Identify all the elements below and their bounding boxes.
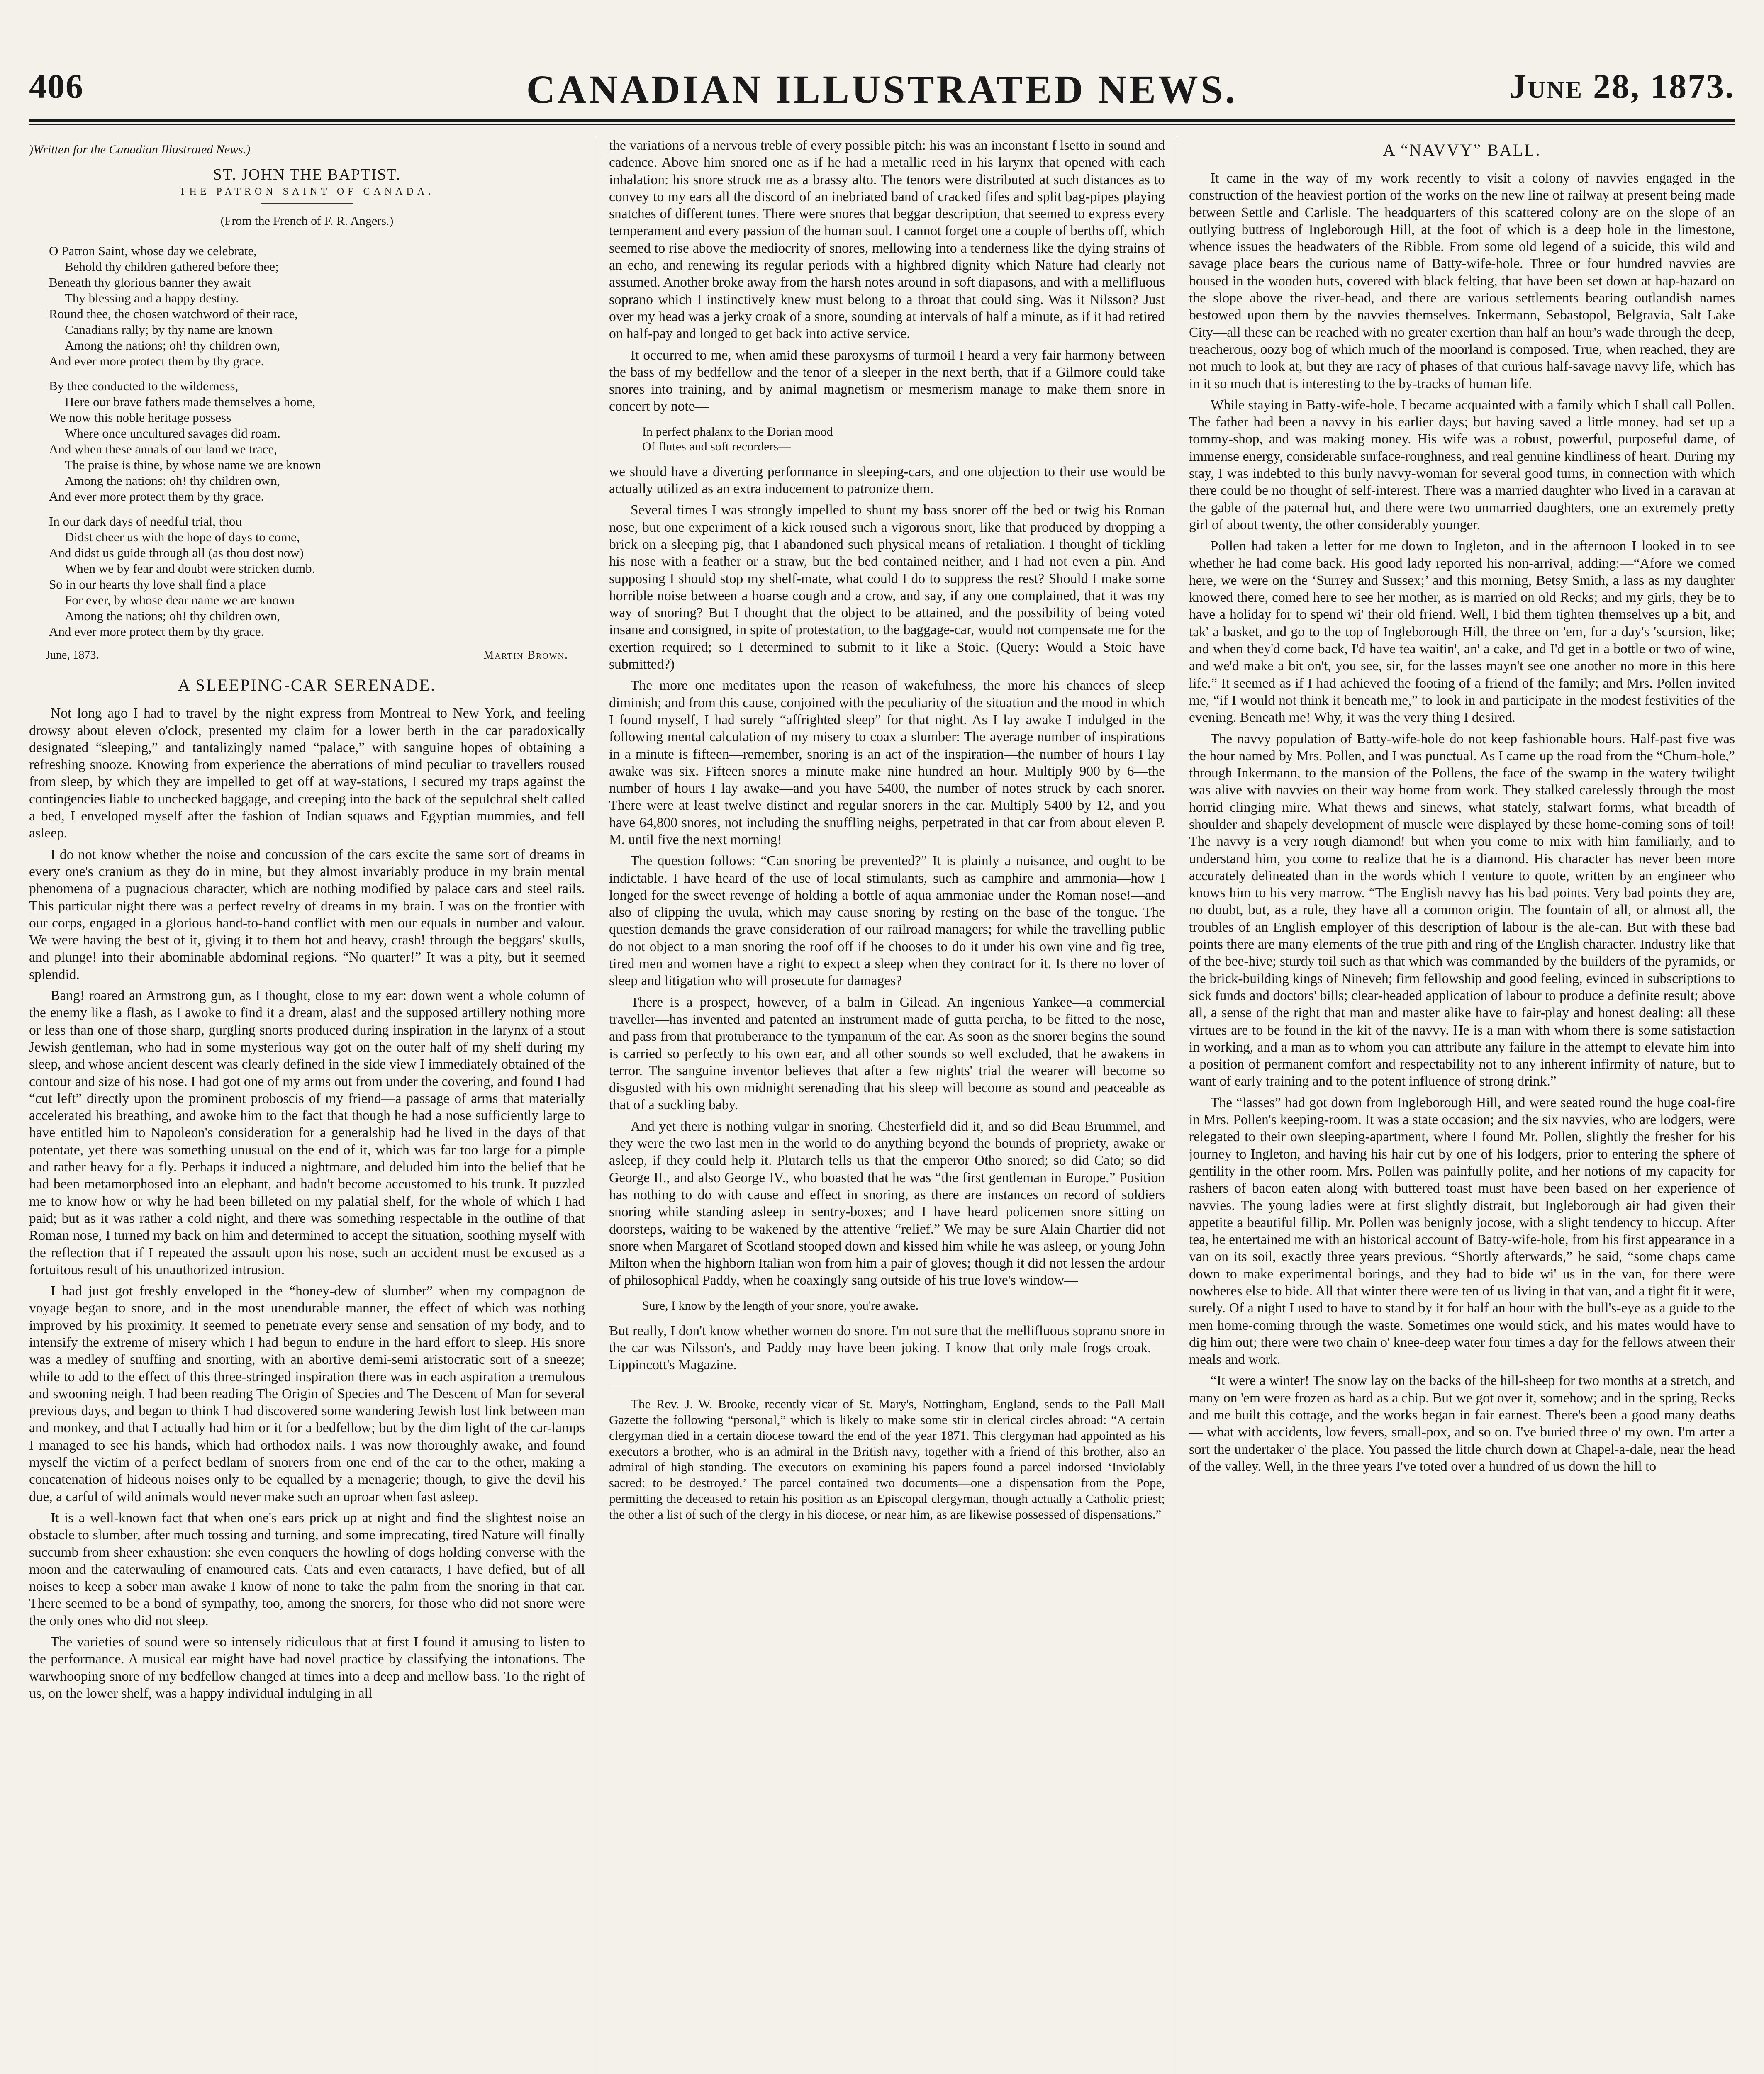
poem-line: Beneath thy glorious banner they await xyxy=(49,275,251,290)
poem-date: June, 1873. xyxy=(46,649,99,662)
poem-line: And ever more protect them by thy grace. xyxy=(49,624,264,639)
poem-stanza xyxy=(49,378,585,504)
article-paragraph: There is a prospect, however, of a balm in Gilead. An ingenious Yankee—a commercial traveller—has invented and patented an instrument made of gutta percha, to be fitted to the nose, and pass from that protuberance to the tympanum of the ear. As soon as the snorer begins the sound is carried so perfectly to his own ear, and all other sounds so well excluded, that he awakens in terror. The sanguine inventor believes that after a few nights' trial the wearer will become so disgusted with his own midnight serenading that his sleep will become as sound and peaceable as that of a suckling baby. xyxy=(609,994,1165,1113)
article-paragraph: It is a well-known fact that when one's ears prick up at night and find the slightest noise an obstacle to slumber, after much tossing and turning, and some imprecating, tired Nature will finally succumb from sheer exhaustion: she even conquers the howling of dogs holding converse with the moon and the caterwauling of enamoured cats. Cats and even cataracts, I have defied, but of all noises to keep a sober man awake I know of none to take the palm from the snoring in that car. There seemed to be a bond of sympathy, too, among the snorers, for those who did not snore were the only ones who did not sleep. xyxy=(29,1510,585,1629)
masthead-rule-thin xyxy=(29,124,1735,125)
poem-credit: )Written for the Canadian Illustrated News.) xyxy=(29,143,251,156)
poem-line: We now this noble heritage possess— xyxy=(49,410,244,425)
article-heading-serenade: A SLEEPING-CAR SERENADE. xyxy=(178,676,436,695)
article-paragraph: the variations of a nervous treble of every possible pitch: his was an inconstant f lsetto in sound and cadence. Above him snored one as if he had a metallic reed in his larynx that opened with each inhalation: his snore struck me as a brassy alto. The tenors were distributed at such distances as to convey to my ears all the discord of an inebriated band of cracked fifes and split bag-pipes playing snatches of different tunes. There were snores that beggar description, that seemed to express every temperament and every passion of the human soul. I cannot forget one a couple of berths off, which seemed to rise above the mediocrity of snores, mellowing into a tenderness like the dying strains of an echo, and renewing its regular periods with a highbred dignity which Nature had clearly not assumed. Another broke away from the harsh notes around in soft diapasons, and with a mellifluous soprano which I instinctively knew must belong to a throat that could sing. Was it Nilsson? Just over my head was a jerky croak of a snore, sounding at intervals of half a minute, as if it had retired on half-pay and longed to get back into active service. xyxy=(609,138,1165,342)
article-heading-navvy: A “NAVVY” BALL. xyxy=(1383,141,1541,159)
issue-date: June 28, 1873. xyxy=(1509,67,1735,106)
article-paragraph: It occurred to me, when amid these paroxysms of turmoil I heard a very fair harmony between the bass of my bedfellow and the tenor of a sleeper in the next berth, that if a Gilmore could take snores into training, and by animal magnetism or mesmerism manage to make them snore in concert by note— xyxy=(609,347,1165,414)
poem-line: Among the nations: oh! thy children own, xyxy=(65,473,280,488)
article-paragraph: The varieties of sound were so intensely ridiculous that at first I found it amusing to listen to the performance. A musical ear might have had novel practice by classifying the intonations. The warwhooping snore of my bedfellow changed at times into a deep and mellow bass. To the right of us, on the lower shelf, was a happy individual indulging in all xyxy=(29,1634,585,1701)
article-paragraph: we should have a diverting performance in sleeping-cars, and one objection to their use would be actually utilized as an extra inducement to patronize them. xyxy=(609,464,1165,497)
poem-footer xyxy=(29,649,585,662)
poem-line: In our dark days of needful trial, thou xyxy=(49,514,242,529)
poem-line: Where once uncultured savages did roam. xyxy=(65,426,280,441)
poem-line: So in our hearts thy love shall find a place xyxy=(49,577,266,592)
poem-line: And when these annals of our land we trace, xyxy=(49,442,278,457)
poem-line: Thy blessing and a happy destiny. xyxy=(65,291,239,306)
verse-line: Of flutes and soft recorders— xyxy=(642,439,791,453)
poem-stanza xyxy=(49,514,585,640)
article-paragraph: The “lasses” had got down from Ingleborough Hill, and were seated round the huge coal-fire in Mrs. Pollen's keeping-room. It was a state occasion; and the six navvies, who are lodgers, were relegated to their own sleeping-apartment, where I found Mr. Pollen, slightly the fresher for his journey to Ingleton, and having his hair cut by one of his lodgers, prior to entering the sphere of gentility in the other room. Mrs. Pollen was painfully polite, and her notions of my capacity for rashers of bacon eaten along with buttered toast must have been based on her experience of navvies. The young ladies were at first slightly distrait, but Ingleborough air had given their appetite a beautiful fillip. Mr. Pollen was benignly jocose, with a slight tendency to hiccup. After tea, he entertained me with an historical account of Batty-wife-hole, from his first appearance in a van on its soil, exactly three years previous. “Shortly afterwards,” he said, “some chaps came down to make experimental borings, and they had to bide wi' us in the van, for there were nowheres else to bide. All that winter there were ten of us living in that van, and a tight fit it were, surely. Of a night I used to have to stand by it for half an hour with the bull's-eye as a guide to the men home-coming through the waste. Sometimes one would stick, and his mates would have to dig him out; there were two chain o' knee-deep water four times a day for the fellows atween their meals and work. xyxy=(1189,1095,1735,1368)
verse-quote xyxy=(642,424,1165,454)
masthead xyxy=(29,66,1735,112)
poem-line: For ever, by whose dear name we are known xyxy=(65,593,295,608)
poem-line: And ever more protect them by thy grace. xyxy=(49,354,264,369)
poem-line: Round thee, the chosen watchword of their race, xyxy=(49,307,298,321)
poem-line: O Patron Saint, whose day we celebrate, xyxy=(49,243,257,258)
poem-subtitle: THE PATRON SAINT OF CANADA. xyxy=(179,186,435,197)
divider-rule xyxy=(261,203,353,204)
brooke-note xyxy=(609,1396,1165,1522)
article-paragraph: It came in the way of my work recently to visit a colony of navvies engaged in the construction of the heaviest portion of the works on the new line of railway at present being made between Settle and Carlisle. The headquarters of this scattered colony are on the slope of an outlying buttress of Ingleborough Hill, at the foot of which is a deep hole in the limestone, whence issues the headwaters of the Ribble. From some old legend of a suicide, this wild and savage place bears the curious name of Batty-wife-hole. Three or four hundred navvies are housed in the wooden huts, covered with black felting, that have been set down at hap-hazard on the slope above the river-head, and there are various settlements bearing outlandish names bestowed upon them by the navvies themselves. Inkermann, Sebastopol, Belgravia, Salt Lake City—all these can be reached with no greater exertion than half an hour's wade through the deep, treacherous, oozy bog of which much of the moorland is composed. True, when reached, they are not much to look at, but they are racy of phases of that curious half-savage navvy life, which has in it so much that is interesting to the by-tracks of human life. xyxy=(1189,170,1735,392)
poem xyxy=(29,141,585,662)
verse-line: In perfect phalanx to the Dorian mood xyxy=(642,424,833,438)
poem-line: When we by fear and doubt were stricken dumb. xyxy=(65,561,315,576)
poem-line: Among the nations; oh! thy children own, xyxy=(65,338,280,353)
article-paragraph: Bang! roared an Armstrong gun, as I thought, close to my ear: down went a whole column of the enemy like a flash, as I awoke to find it a dream, alas! and the supposed artillery nothing more or less than one of those sharp, gurgling snorts produced during inspiration in the larynx of a stout Jewish gentleman, who had in some mysterious way got on the outer half of my shelf during my sleep, and whose ancient descent was clearly defined in the side view I immediately obtained of the contour and size of his nose. I had got one of my arms out from under the covering, and found I had “cut left” directly upon the prominent proboscis of my friend—a passage of arms that materially accelerated his breathing, and awoke him to the fact that though he had a nose sufficiently large to have entitled him to Napoleon's consideration for a generalship had he lived in the days of that potentate, yet there was something unusual on the end of it, which was far too large for a pimple and rather heavy for a fly. Perhaps it induced a nightmare, and deluded him into the belief that he had been metamorphosed into an elephant, and hadn't become accustomed to his trunk. It puzzled me to know how or why he had been billeted on my palatial shelf, for the whole of which I had paid; but as it was rather a cold night, and there was something respectable in the outline of that Roman nose, I turned my back on him and determined to accept the situation, soothing myself with the reflection that if I repeated the assault upon his nose, such an accident must be excused as a fortuitous result of his unauthorized intrusion. xyxy=(29,988,585,1278)
poem-line: Canadians rally; by thy name are known xyxy=(65,322,273,337)
article-paragraph: But really, I don't know whether women do snore. I'm not sure that the mellifluous soprano snore in the car was Nilsson's, and Paddy may have been joking. I know that only male frogs croak.—Lippincott's Magazine. xyxy=(609,1323,1165,1373)
column-2 xyxy=(609,137,1165,2074)
poem-line: And didst us guide through all (as thou dost now) xyxy=(49,545,304,560)
masthead-rule xyxy=(29,119,1735,122)
article-paragraph: Several times I was strongly impelled to shunt my bass snorer off the bed or twig his Roman nose, but one experiment of a kick roused such a vigorous snort, like that produced by dropping a brick on a sleeping pig, that I abandoned such physical means of retaliation. I thought of tickling his nose with a feather or a straw, but the bed contained neither, and I had not even a pin. And supposing I should stop my shelf-mate, what could I do to suppress the rest? Should I make some horrible noise between a hoarse cough and a crow, and say, if any one complained, that it was my way of snoring? But I thought that the object to be attained, and the possibility of being voted insane and consigned, in spite of protestation, to the baggage-car, would not compensate me for the exertion required; so I determined to submit to it like a Stoic. (Query: Would a Stoic have submitted?) xyxy=(609,502,1165,672)
column-1 xyxy=(29,137,585,2074)
article-paragraph: The more one meditates upon the reason of wakefulness, the more his chances of sleep diminish; and from this cause, conjoined with the peculiarity of the situation and the mood in which I found myself, I had surely “affrighted sleep” for that night. As I lay awake I indulged in the following mental calculation of my misery to coax a slumber: The average number of inspirations in a minute is fifteen—remember, snoring is an act of the inspiration—the number of hours I lay awake was six. Fifteen snores a minute make nine hundred an hour. Multiply 900 by 6—the number of hours I lay awake—and you have 5400, the number of notes struck by each snorer. There were at least twelve distinct and regular snorers in the car. Multiply 5400 by 12, and you have 64,800 snores, not including the snuffling neighs, perpetrated in that car from about eleven P. M. until five the next morning! xyxy=(609,678,1165,847)
poem-line: Here our brave fathers made themselves a home, xyxy=(65,394,316,409)
page-number: 406 xyxy=(29,67,84,106)
article-paragraph: Not long ago I had to travel by the night express from Montreal to New York, and feeling drowsy about eleven o'clock, presented my claim for a lower berth in the car paradoxically designated “sleeping,” and tantalizingly named “palace,” with sanguine hopes of obtaining a refreshing snooze. Knowing from experience the aberrations of mind peculiar to travellers roused from sleep, by which they are impelled to get off at way-stations, I secured my traps against the contingencies liable to unchecked baggage, and creeping into the back of the sepulchral shelf called a bed, I enveloped myself after the fashion of Indian squaws and Egyptian mummies, and fell asleep. xyxy=(29,706,585,841)
article-paragraph: I had just got freshly enveloped in the “honey-dew of slumber” when my compagnon de voyage began to snore, and in the most unendurable manner, the effect of which was nothing improved by his proximity. It seemed to penetrate every sense and sensation of my body, and to intensify the extreme of misery which I had begun to endure in the hard effort to sleep. His snore was a medley of snuffing and snorting, with an abortive demi-semi aristocratic sort of a sneeze; while to add to the effect of this three-stringed inspiration there was in each aspiration a tremulous and swooning neigh. I had been reading The Origin of Species and The Descent of Man for several previous days, and began to think I had discovered some wandering Jewish lost link between man and monkey, and that I actually had him or it for a bedfellow; but by the dim light of the car-lamps I managed to see his hands, which had orthodox nails. I was now thoroughly awake, and found myself the victim of a perfect bedlam of snorers from one end of the car to the other, making a concatenation of hideous noises only to be equalled by a menagerie; though, to give the devil his due, a carful of wild animals would never make such an uproar when fast asleep. xyxy=(29,1283,585,1504)
article-paragraph: And yet there is nothing vulgar in snoring. Chesterfield did it, and so did Beau Brummel, and they were the two last men in the world to do anything beyond the bounds of propriety, awake or asleep, if they could help it. Plutarch tells us that the emperor Otho snored; so did Cato; so did George II., and also George IV., who boasted that he was “the first gentleman in Europe.” Position has nothing to do with cause and effect in snoring, as there are instances on record of soldiers snoring while standing asleep in sentry-boxes; and I have heard policemen snore sitting on doorsteps, waiting to be wakened by the attentive “relief.” We may be sure Alain Chartier did not snore when Margaret of Scotland stooped down and kissed him while he was asleep, or young John Milton when the highborn Italian won from him a pair of gloves; though it did not lessen the ardour of philosophical Paddy, when he coaxingly sang outside of his true love's window— xyxy=(609,1118,1165,1288)
poem-line: By thee conducted to the wilderness, xyxy=(49,379,239,394)
column-3 xyxy=(1189,137,1735,2074)
article-paragraph: The navvy population of Batty-wife-hole do not keep fashionable hours. Half-past five was the hour named by Mrs. Pollen, and I was punctual. As I came up the road from the “Chum-hole,” through Inkermann, to the mansion of the Pollens, the face of the swamp in the watery twilight was alive with navvies on their way home from work. They stalked carelessly through the most horrid clinging mire. What thews and sinews, what stately, stalwart forms, what breadth of shoulder and shapely development of muscle were displayed by these home-coming sons of toil! The navvy is a very rough diamond! but when you come to mix with him familiarly, and to understand him, you come to realize that he is a diamond. His character has never been more accurately delineated than in the words which I venture to quote, written by an engineer who knows him to his very marrow. “The English navvy has his bad points. Very bad points they are, no doubt, but, as a rule, they have all a common origin. The fountain of all, or almost all, the troubles of an English employer of this description of labour is the ale-can. But with these bad points there are many elements of the true pith and ring of the English character. Industry like that of the bee-hive; sturdy toil such as that which was commanded by the builders of the pyramids, or the brick-building kings of Nineveh; firm fellowship and good feeling, evinced in subscriptions to sick funds and doctors' bills; clear-headed application of labour to produce a definite result; above all, a sense of the right that man and master alike have to fair-play and honest dealing: all these virtues are to be found in the kit of the navvy. He is a man with whom there is some satisfaction in working, and a man as to whom you can attribute any failure in the attempt to elevate him into a position of permanent comfort and respectability not to any inherent infirmity of nature, but to want of early training and to the potent influence of strong drink.” xyxy=(1189,731,1735,1089)
poem-stanza xyxy=(49,243,585,369)
poem-line: The praise is thine, by whose name we are known xyxy=(65,458,322,472)
poem-line: And ever more protect them by thy grace. xyxy=(49,489,264,504)
poem-line: Didst cheer us with the hope of days to come, xyxy=(65,530,300,545)
article-paragraph: “It were a winter! The snow lay on the backs of the hill-sheep for two months at a stretch, and many on 'em were frozen as hard as a chip. But we got over it, somehow; and in the spring, Recks and me built this cottage, and the works began in fair earnest. There's been a good many deaths — what with accidents, low fevers, small-pox, and so on. I've buried three o' my own. I'm arter a sort the undertaker o' the place. You passed the little church down at Chapel-a-dale, near the head of the valley. Well, in the three years I've toted over a hundred of us down the hill to xyxy=(1189,1373,1735,1474)
article-paragraph: The question follows: “Can snoring be prevented?” It is plainly a nuisance, and ought to be indictable. I have heard of the use of local stimulants, such as camphire and ammonia—how I longed for the sweet revenge of holding a bottle of aqua ammoniae under the Roman nose!—and also of clipping the uvula, which may cause snoring by resting on the base of the tongue. The question demands the grave consideration of our railroad managers; for while the travelling public do not object to a man snoring the roof off if he chooses to do it under his own vine and fig tree, tired men and women have a right to expect a sleep when they contract for it. Is there no lover of sleep and litigation who will prosecute for damages? xyxy=(609,853,1165,989)
verse-quote: Sure, I know by the length of your snore, you're awake. xyxy=(642,1298,919,1312)
poem-line: Among the nations; oh! thy children own, xyxy=(65,609,280,623)
article-paragraph: I do not know whether the noise and concussion of the cars excite the same sort of dreams in every one's cranium as they do in mine, but they almost invariably produce in my brain mental phenomena of a pugnacious character, which are nothing modified by palace cars and steel rails. This particular night there was a perfect revelry of dreams in my brain. I was on the frontier with our corps, engaged in a glorious hand-to-hand conflict with men our equals in number and valour. We were having the best of it, giving it to them hot and heavy, crash! through the beggars' skulls, and plunge! into their abominable abdominal regions. “No quarter!” It was a pity, but it seemed splendid. xyxy=(29,847,585,982)
newspaper-title: CANADIAN ILLUSTRATED NEWS. xyxy=(526,67,1238,112)
poem-author: Martin Brown. xyxy=(483,649,568,662)
article-paragraph: While staying in Batty-wife-hole, I became acquainted with a family which I shall call Pollen. The father had been a navvy in his earlier days; but having saved a little money, had set up a tommy-shop, and was making money. His wife was a robust, powerful, purposeful dame, of immense energy, considerable surface-roughness, and real genuine kindliness of heart. During my stay, I was indebted to this burly navvy-woman for several good turns, in connection with which there could be no thought of self-interest. There was a married daughter who lived in a caravan at the gable of the paternal hut, and there were two unmarried daughters, one an extremely pretty girl of about twenty, the other considerably younger. xyxy=(1189,397,1735,533)
note-paragraph: The Rev. J. W. Brooke, recently vicar of St. Mary's, Nottingham, England, sends to the Pall Mall Gazette the following “personal,” which is likely to make some stir in clerical circles abroad: “A certain clergyman died in a certain diocese toward the end of the year 1871. This clergyman had appointed as his executors a brother, who is an admiral in the British navy, together with a friend of this brother, also an admiral of high standing. The executors on examining his papers found a parcel indorsed ‘Inviolably sacred: to be destroyed.’ The parcel contained two documents—one a dispensation from the Pope, permitting the deceased to retain his position as an Episcopal clergyman, though actually a Catholic priest; the other a list of such of the clergy in his diocese, or near him, as are likewise possessed of dispensations.” xyxy=(609,1396,1165,1521)
article-paragraph: Pollen had taken a letter for me down to Ingleton, and in the afternoon I looked in to see whether he had come back. His good lady reported his non-arrival, adding:—“Afore we comed here, we were on the ‘Surrey and Sussex;’ and this morning, Betsy Smith, a lass as my daughter knowed there, comed here to see her mother, as is married on old Recks; and my girls, they be to have a holiday for to spend wi' their old friend. Well, I bid them tighten themselves up a bit, and tak' a basket, and go to the top of Ingleborough Hill, the three on 'em, for a day's 'scursion, like; and when they'd come back, I'd have tea waitin', an' a cake, and I'd get in a bottle or two of wine, and we'd make a bit on't, you see, sir, for the lasses mayn't see one another no more in this here life.” It seemed as if I had achieved the footing of a friend of the family; and Mrs. Pollen invited me, “if I would not think it beneath me,” to look in and participate in the modest festivities of the evening. Beneath me! Why, it was the very thing I desired. xyxy=(1189,538,1735,725)
poem-source: (From the French of F. R. Angers.) xyxy=(220,214,394,228)
poem-line: Behold thy children gathered before thee; xyxy=(65,259,279,274)
poem-title: ST. JOHN THE BAPTIST. xyxy=(213,166,401,184)
